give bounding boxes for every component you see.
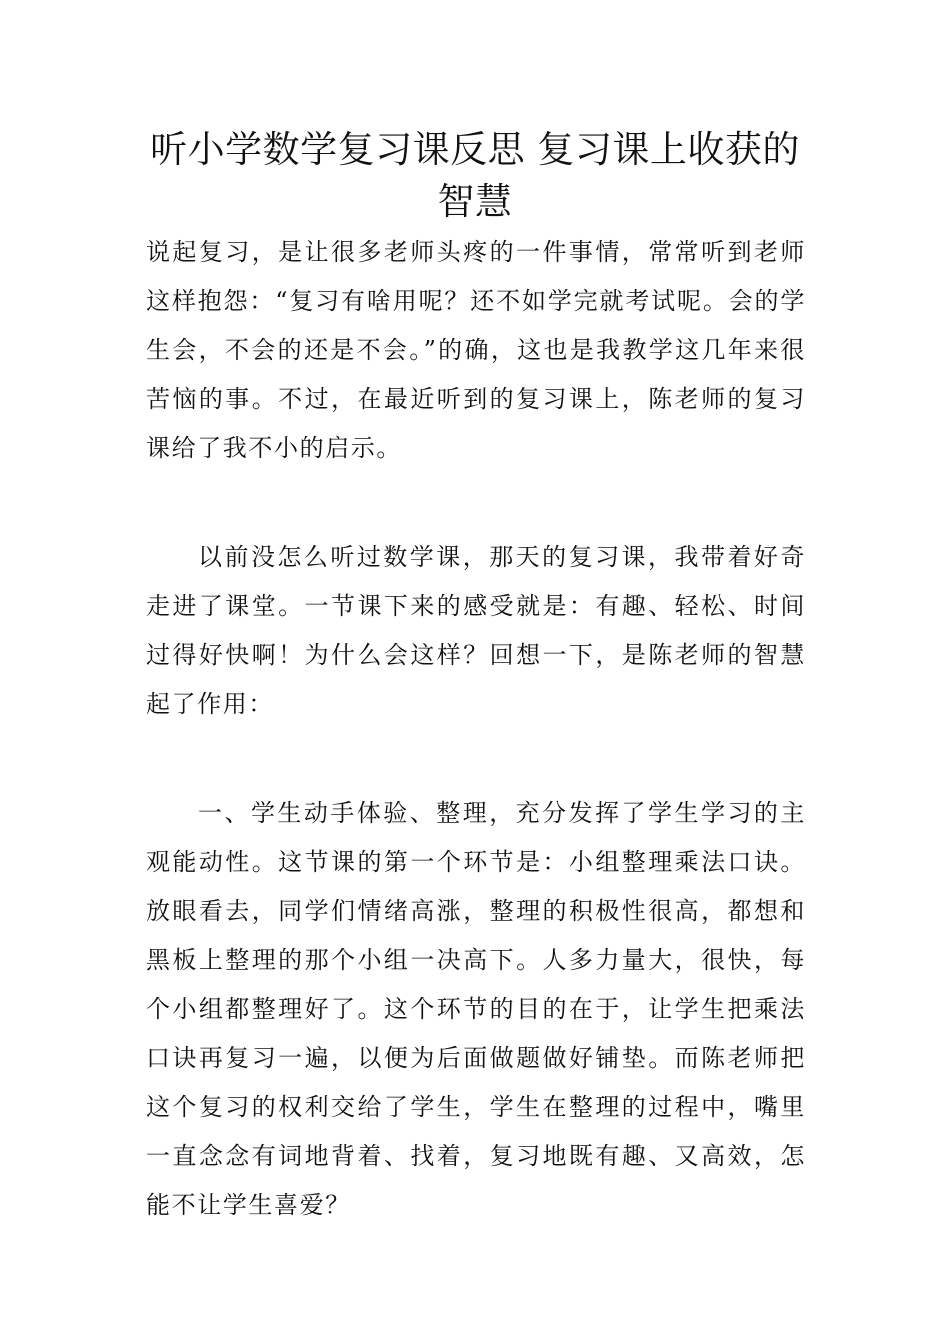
paragraph-impression: 以前没怎么听过数学课，那天的复习课，我带着好奇走进了课堂。一节课下来的感受就是：有趣、轻松、时间过得好快啊！为什么会这样？回想一下，是陈老师的智慧起了作用： [146, 543, 806, 718]
paragraph-point-one: 一、学生动手体验、整理，充分发挥了学生学习的主观能动性。这节课的第一个环节是：小组整理乘法口诀。放眼看去，同学们情绪高涨，整理的积极性很高，都想和黑板上整理的那个小组一决高下。人多力量大，很快，每个小组都整理好了。这个环节的目的在于，让学生把乘法口诀再复习一遍，以便为后面做题做好铺垫。而陈老师把这个复习的权利交给了学生，学生在整理的过程中，嘴里一直念念有词地背着、找着，复习地既有趣、又高效，怎能不让学生喜爱？ [146, 799, 806, 1219]
paragraph-spacer [146, 729, 806, 789]
paragraph-intro: 说起复习，是让很多老师头疼的一件事情，常常听到老师这样抱怨：“复习有啥用呢？还不如学完就考试呢。会的学生会，不会的还是不会。”的确，这也是我教学这几年来很苦恼的事。不过，在最近听到的复习课上，陈老师的复习课给了我不小的启示。 [146, 238, 806, 462]
document-title: 听小学数学复习课反思 复习课上收获的智慧 [150, 128, 800, 223]
paragraph-spacer [146, 473, 806, 533]
document-body [146, 228, 806, 1230]
